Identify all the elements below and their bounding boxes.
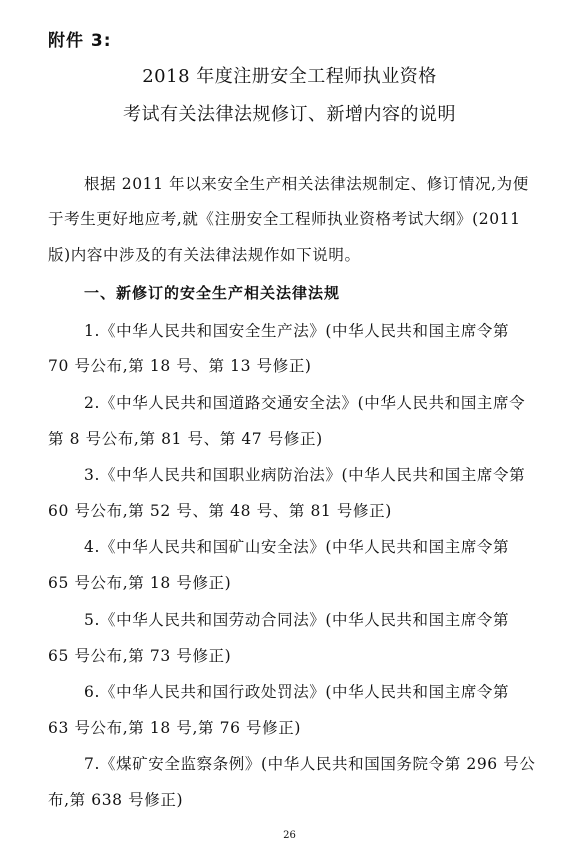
- list-item-line: 60 号公布,第 52 号、第 48 号、第 81 号修正): [48, 502, 392, 520]
- intro-line-1: 根据 2011 年以来安全生产相关法律法规制定、修订情况,为便: [84, 175, 529, 193]
- intro-line-3: 版)内容中涉及的有关法律法规作如下说明。: [48, 246, 361, 264]
- attachment-label: 附件 3:: [48, 31, 112, 51]
- list-item-line: 2.《中华人民共和国道路交通安全法》(中华人民共和国主席令: [84, 394, 526, 412]
- list-item-line: 布,第 638 号修正): [48, 791, 184, 809]
- list-item-line: 1.《中华人民共和国安全生产法》(中华人民共和国主席令第: [84, 322, 510, 340]
- page-number: 26: [283, 830, 296, 841]
- list-item-line: 5.《中华人民共和国劳动合同法》(中华人民共和国主席令第: [84, 611, 510, 629]
- intro-line-2: 于考生更好地应考,就《注册安全工程师执业资格考试大纲》(2011: [48, 210, 521, 228]
- list-item-line: 4.《中华人民共和国矿山安全法》(中华人民共和国主席令第: [84, 538, 510, 556]
- section-heading: 一、新修订的安全生产相关法律法规: [84, 284, 341, 302]
- list-item-line: 70 号公布,第 18 号、第 13 号修正): [48, 357, 312, 375]
- document-title-line-1: 2018 年度注册安全工程师执业资格: [142, 66, 437, 87]
- list-item-line: 7.《煤矿安全监察条例》(中华人民共和国国务院令第 296 号公: [84, 755, 536, 773]
- list-item-line: 65 号公布,第 18 号修正): [48, 574, 232, 592]
- list-item-line: 第 8 号公布,第 81 号、第 47 号修正): [48, 430, 323, 448]
- document-title-line-2: 考试有关法律法规修订、新增内容的说明: [123, 104, 456, 125]
- list-item-line: 65 号公布,第 73 号修正): [48, 647, 232, 665]
- list-item-line: 63 号公布,第 18 号,第 76 号修正): [48, 719, 302, 737]
- list-item-line: 3.《中华人民共和国职业病防治法》(中华人民共和国主席令第: [84, 466, 526, 484]
- list-item-line: 6.《中华人民共和国行政处罚法》(中华人民共和国主席令第: [84, 683, 510, 701]
